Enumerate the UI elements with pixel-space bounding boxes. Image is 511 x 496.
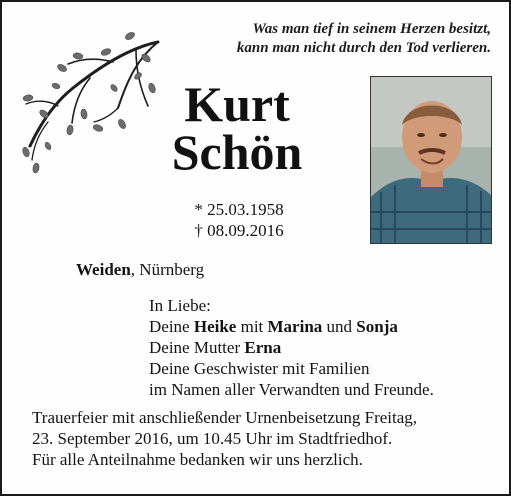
memorial-quote (237, 20, 491, 58)
service-line-3: Für alle Anteilnahme bedanken wir uns herzlich. (32, 450, 363, 469)
portrait-photo (370, 76, 492, 244)
service-line-2: 23. September 2016, um 10.45 Uhr im Stadtfriedhof. (32, 429, 393, 448)
birth-date: * 25.03.1958 (194, 200, 284, 219)
life-dates (162, 199, 316, 241)
mourner-name: Heike (193, 317, 237, 336)
portrait-illustration (371, 77, 491, 243)
deceased-name (142, 76, 332, 180)
text: und (322, 317, 357, 336)
text: Deine Mutter (149, 338, 245, 357)
service-line-1: Trauerfeier mit anschließender Urnenbeisetzung Freitag, (32, 408, 418, 427)
text: Deine (149, 317, 194, 336)
mourner-name: Marina (267, 317, 323, 336)
mourners-line-4: im Namen aller Verwandten und Freunde. (149, 380, 434, 399)
funeral-service-info (32, 407, 417, 470)
primary-city: Weiden (76, 260, 131, 279)
last-name: Schön (171, 124, 303, 180)
mourners-intro: In Liebe: (149, 296, 211, 315)
other-city: , Nürnberg (130, 260, 205, 279)
locations (76, 260, 204, 280)
text: mit (236, 317, 268, 336)
mourners-line-3: Deine Geschwister mit Familien (149, 359, 370, 378)
mourners-line-1 (149, 316, 434, 337)
mourner-name: Sonja (356, 317, 398, 336)
branch-with-leaves-icon (18, 28, 160, 178)
mourners-list (149, 295, 434, 400)
quote-line-2: kann man nicht durch den Tod verlieren. (236, 40, 491, 56)
quote-line-1: Was man tief in seinem Herzen besitzt, (252, 21, 491, 37)
mourner-name: Erna (244, 338, 282, 357)
mourners-line-2 (149, 337, 434, 358)
first-name: Kurt (184, 76, 290, 132)
death-date: † 08.09.2016 (194, 221, 284, 240)
